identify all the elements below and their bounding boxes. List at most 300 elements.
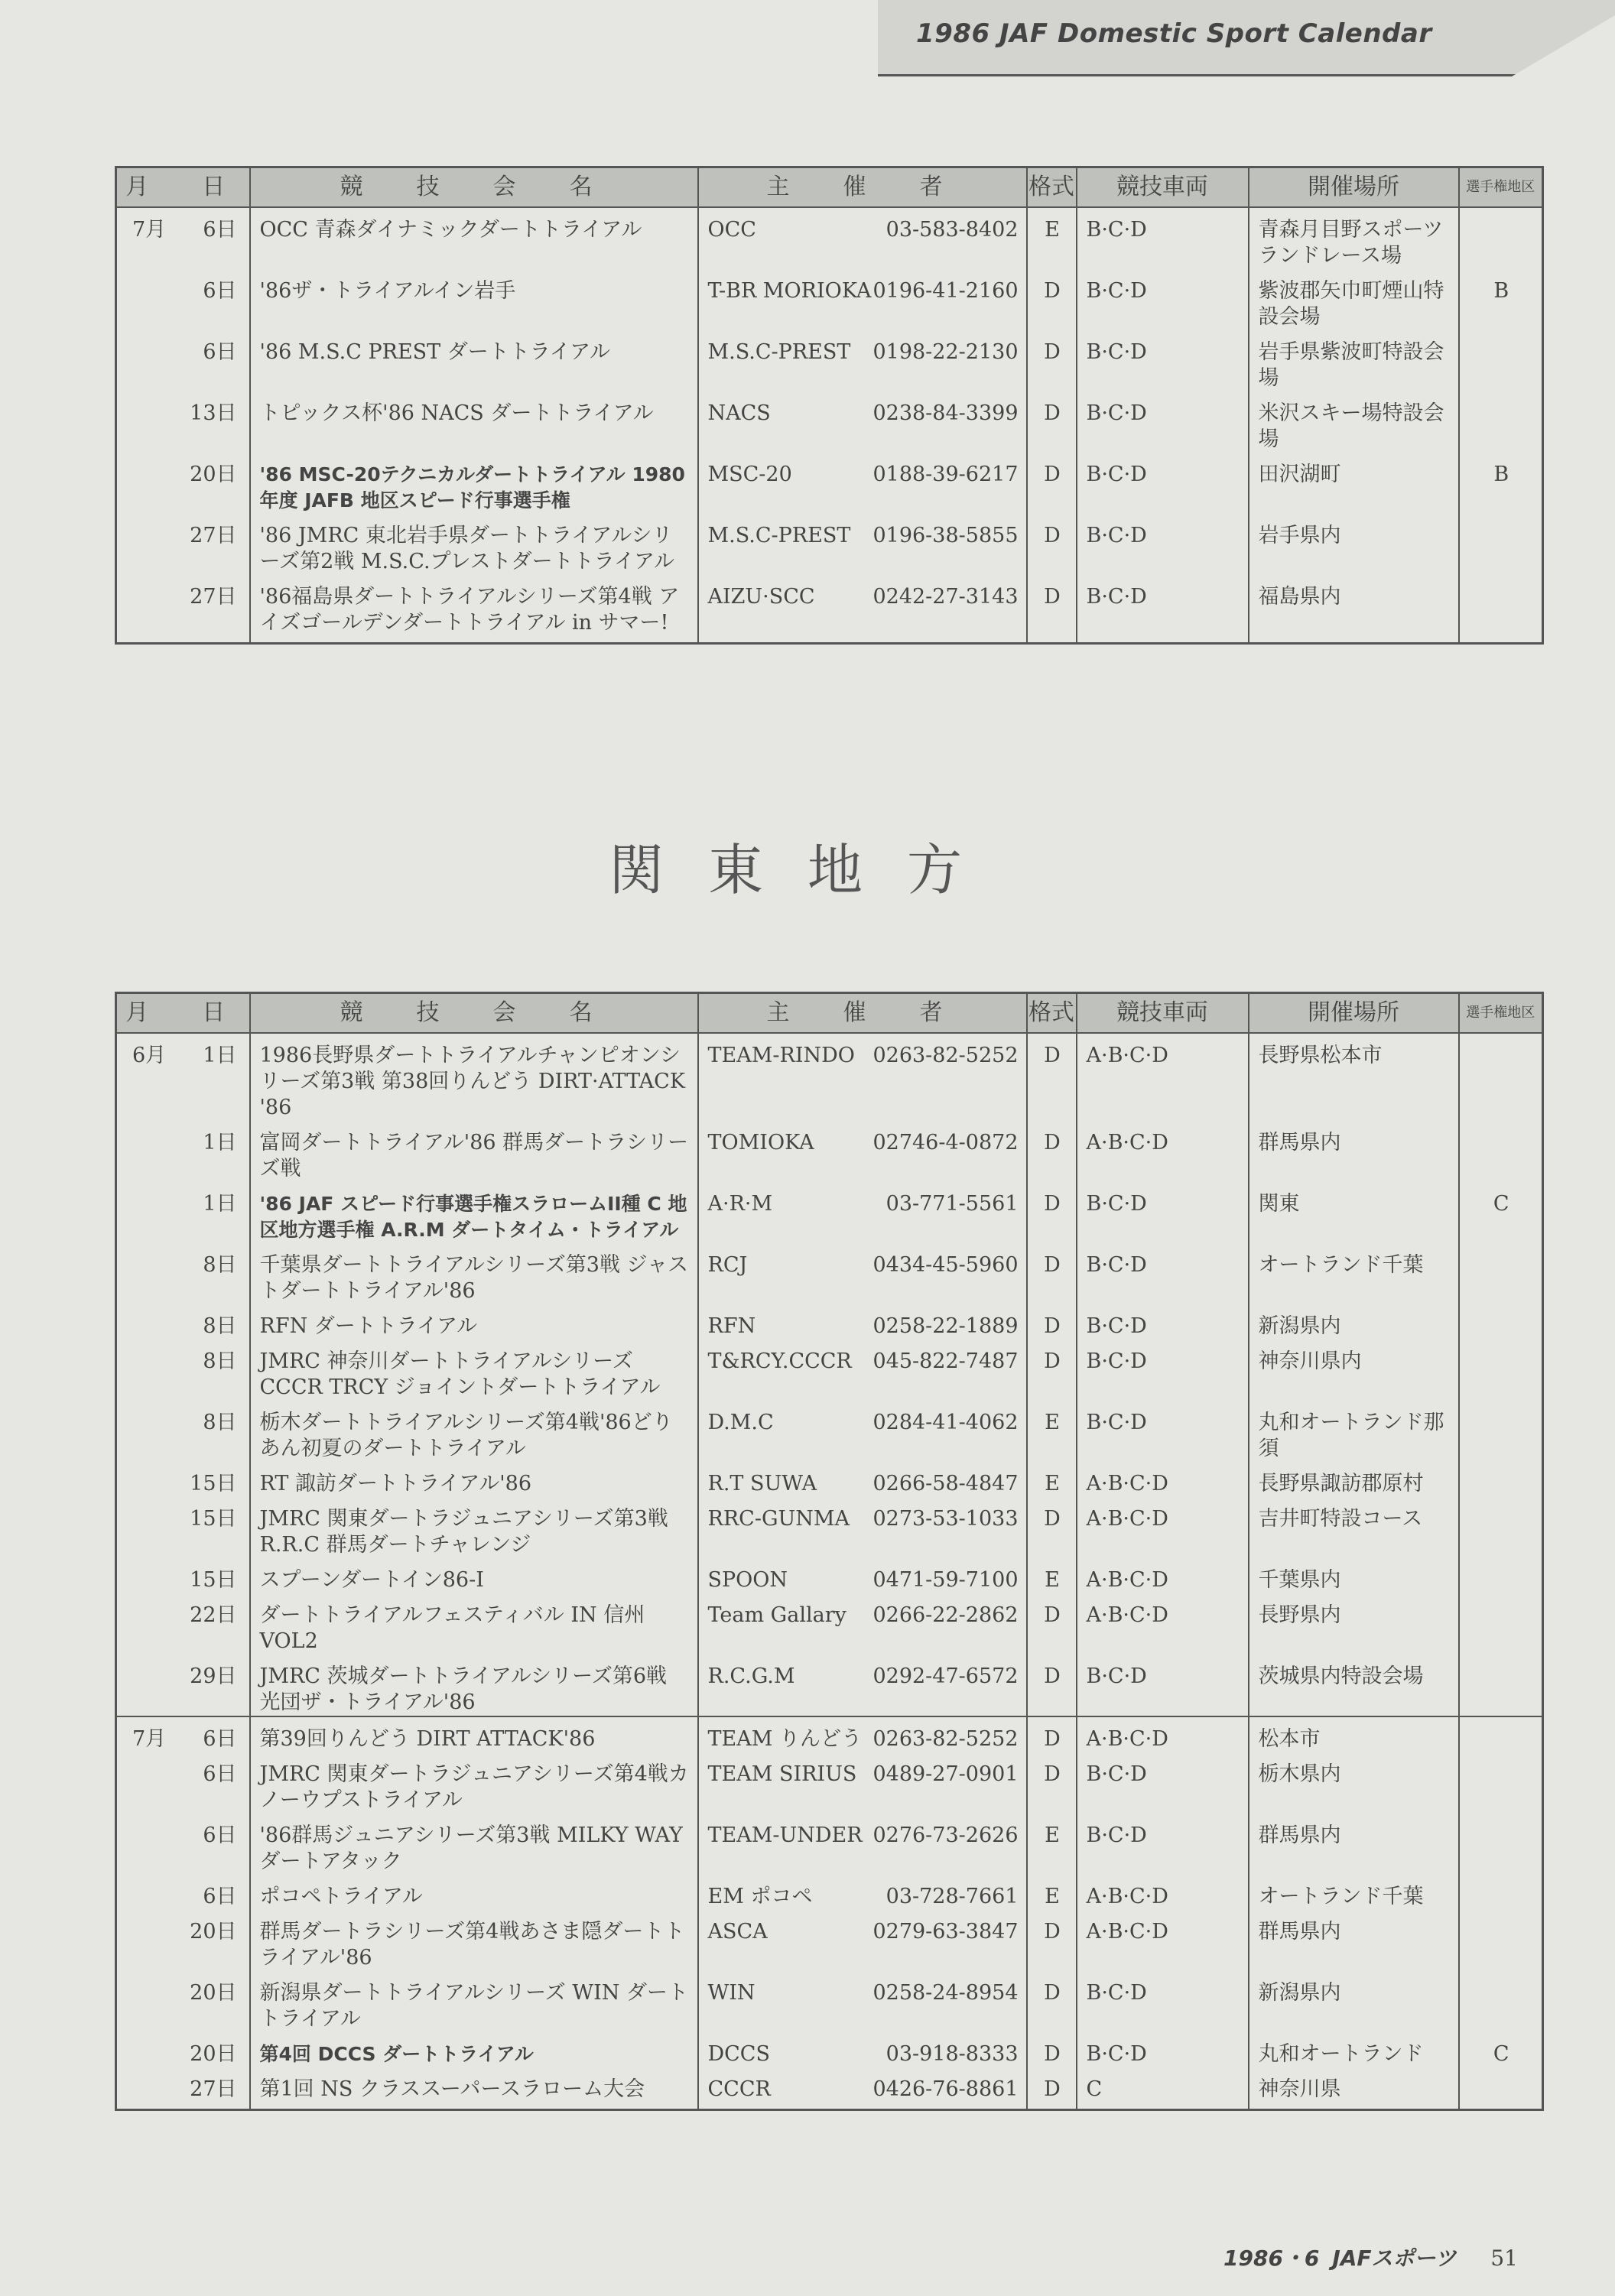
organizer-phone: 0196-41-2160 [872,279,1019,303]
date-cell [116,1497,250,1558]
day: 6日 [203,1727,237,1751]
date-cell [116,2032,250,2067]
table-row [116,1593,1543,1655]
championship-region: B [1459,453,1543,514]
organizer-cell [698,514,1027,575]
championship-region [1459,1401,1543,1462]
grade: E [1027,1875,1077,1910]
vehicle-classes: B·C·D [1077,1304,1249,1340]
grade: D [1027,1752,1077,1814]
organizer-phone: 0258-24-8954 [872,1981,1019,2005]
date-cell [116,1182,250,1243]
organizer-name: MSC-20 [707,463,792,486]
grade: D [1027,575,1077,636]
organizer-cell [698,1340,1027,1401]
event-name: '86 MSC-20テクニカルダートトライアル 1980年度 JAFB 地区スピード行事選手権 [250,453,698,514]
day: 6日 [203,279,237,303]
table-row [116,1340,1543,1401]
column-header: 開催場所 [1249,993,1459,1034]
event-name: JMRC 茨城ダートトライアルシリーズ第6戦 光団ザ・トライアル'86 [250,1655,698,1716]
day: 15日 [190,1507,237,1531]
event-name: '86ザ・トライアルイン岩手 [250,269,698,330]
vehicle-classes: A·B·C·D [1077,1910,1249,1971]
organizer-name: ASCA [707,1920,768,1944]
organizer-phone: 03-728-7661 [885,1885,1019,1908]
grade: D [1027,269,1077,330]
grade: D [1027,330,1077,391]
table-row [116,1497,1543,1558]
table-row [116,1558,1543,1593]
day: 22日 [190,1603,237,1627]
grade: E [1027,1814,1077,1875]
vehicle-classes: B·C·D [1077,575,1249,636]
column-header: 格式 [1027,167,1077,208]
date-cell [116,1121,250,1182]
event-name: ダートトライアルフェスティバル IN 信州 VOL2 [250,1593,698,1655]
month: 7月 [132,1727,167,1751]
championship-region [1459,1971,1543,2032]
event-name: JMRC 神奈川ダートトライアルシリーズ CCCR TRCY ジョイントダートトライアル [250,1340,698,1401]
event-name: '86 JMRC 東北岩手県ダートトライアルシリーズ第2戦 M.S.C.プレストダートトライアル [250,514,698,575]
organizer-phone: 03-771-5561 [885,1192,1019,1216]
venue: 福島県内 [1249,575,1459,636]
organizer-phone: 0266-22-2862 [872,1603,1019,1627]
vehicle-classes: B·C·D [1077,1971,1249,2032]
day: 6日 [203,1885,237,1908]
organizer-phone: 0273-53-1033 [872,1507,1019,1531]
vehicle-classes: A·B·C·D [1077,1033,1249,1121]
organizer-cell [698,1875,1027,1910]
venue: 長野県諏訪郡原村 [1249,1462,1459,1497]
venue: オートランド千葉 [1249,1875,1459,1910]
page-header-title: 1986 JAF Domestic Sport Calendar [916,18,1432,49]
column-header: 格式 [1027,993,1077,1034]
championship-region [1459,1716,1543,1752]
organizer-name: TEAM-RINDO [707,1044,855,1067]
organizer-phone: 0284-41-4062 [872,1411,1019,1434]
date-cell [116,453,250,514]
event-name: 1986長野県ダートトライアルチャンピオンシリーズ第3戦 第38回りんどう DIRT·ATTACK '86 [250,1033,698,1121]
vehicle-classes: B·C·D [1077,1752,1249,1814]
organizer-name: D.M.C [707,1411,774,1434]
date-cell [116,269,250,330]
organizer-cell [698,269,1027,330]
date-cell [116,1655,250,1716]
table-row [116,514,1543,575]
vehicle-classes: B·C·D [1077,1655,1249,1716]
column-header: 競 技 会 名 [250,167,698,208]
organizer-cell [698,1401,1027,1462]
table-row [116,2067,1543,2103]
venue: 茨城県内特設会場 [1249,1655,1459,1716]
date-cell [116,207,250,269]
venue: 関東 [1249,1182,1459,1243]
vehicle-classes: B·C·D [1077,269,1249,330]
venue: 神奈川県 [1249,2067,1459,2103]
date-cell [116,1875,250,1910]
event-name: 群馬ダートラシリーズ第4戦あさま隠ダートトライアル'86 [250,1910,698,1971]
organizer-phone: 0198-22-2130 [872,340,1019,364]
grade: D [1027,391,1077,453]
organizer-phone: 03-918-8333 [885,2042,1019,2066]
organizer-cell [698,1304,1027,1340]
venue: 群馬県内 [1249,1910,1459,1971]
organizer-cell [698,1462,1027,1497]
venue: 新潟県内 [1249,1971,1459,2032]
table-bottom-padding [116,636,1543,644]
venue: 田沢湖町 [1249,453,1459,514]
page-footer [1223,2242,1518,2272]
organizer-cell [698,330,1027,391]
organizer-cell [698,453,1027,514]
championship-region [1459,1243,1543,1304]
section-title-kanto: 関東地方 [608,838,1006,902]
event-name: 富岡ダートトライアル'86 群馬ダートラシリーズ戦 [250,1121,698,1182]
championship-region [1459,2067,1543,2103]
championship-region [1459,1910,1543,1971]
date-cell [116,1033,250,1121]
table-row [116,453,1543,514]
organizer-phone: 0188-39-6217 [872,463,1019,486]
championship-region [1459,1462,1543,1497]
venue: 吉井町特設コース [1249,1497,1459,1558]
table-row [116,1033,1543,1121]
date-cell [116,1971,250,2032]
grade: D [1027,1121,1077,1182]
date-cell [116,391,250,453]
table-row [116,1910,1543,1971]
organizer-name: CCCR [707,2077,771,2101]
championship-region [1459,1121,1543,1182]
championship-region [1459,207,1543,269]
organizer-phone: 0489-27-0901 [872,1762,1019,1786]
organizer-name: R.T SUWA [707,1472,817,1495]
organizer-name: Team Gallary [707,1603,846,1627]
organizer-cell [698,1655,1027,1716]
event-name: トピックス杯'86 NACS ダートトライアル [250,391,698,453]
event-name: 栃木ダートトライアルシリーズ第4戦'86どりあん初夏のダートトライアル [250,1401,698,1462]
organizer-name: R.C.G.M [707,1664,795,1688]
vehicle-classes: A·B·C·D [1077,1593,1249,1655]
column-header: 選手権地区 [1459,167,1543,208]
event-name: JMRC 関東ダートラジュニアシリーズ第3戦 R.R.C 群馬ダートチャレンジ [250,1497,698,1558]
date-cell [116,1716,250,1752]
organizer-name: AIZU·SCC [707,585,815,609]
championship-region [1459,1875,1543,1910]
vehicle-classes: A·B·C·D [1077,1121,1249,1182]
column-header: 競技車両 [1077,167,1249,208]
championship-region [1459,1593,1543,1655]
day: 27日 [190,524,237,547]
organizer-name: DCCS [707,2042,770,2066]
organizer-name: TEAM-UNDER [707,1823,863,1847]
grade: D [1027,1304,1077,1340]
organizer-cell [698,2032,1027,2067]
venue: 千葉県内 [1249,1558,1459,1593]
vehicle-classes: B·C·D [1077,2032,1249,2067]
day: 27日 [190,2077,237,2101]
organizer-cell [698,1033,1027,1121]
organizer-name: WIN [707,1981,756,2005]
organizer-name: RFN [707,1314,756,1338]
table-row [116,207,1543,269]
venue: 長野県内 [1249,1593,1459,1655]
date-cell [116,514,250,575]
date-cell [116,1243,250,1304]
column-header: 開催場所 [1249,167,1459,208]
venue: 松本市 [1249,1716,1459,1752]
venue: 長野県松本市 [1249,1033,1459,1121]
event-name: OCC 青森ダイナミックダートトライアル [250,207,698,269]
vehicle-classes: B·C·D [1077,1182,1249,1243]
organizer-cell [698,1243,1027,1304]
organizer-cell [698,1497,1027,1558]
grade: D [1027,514,1077,575]
date-cell [116,1814,250,1875]
vehicle-classes: B·C·D [1077,453,1249,514]
event-name: ポコペトライアル [250,1875,698,1910]
organizer-cell [698,1716,1027,1752]
event-name: 千葉県ダートトライアルシリーズ第3戦 ジャストダートトライアル'86 [250,1243,698,1304]
day: 13日 [190,401,237,425]
table-row [116,1752,1543,1814]
event-name: '86福島県ダートトライアルシリーズ第4戦 アイズゴールデンダートトライアル in サマー! [250,575,698,636]
organizer-phone: 0238-84-3399 [872,401,1019,425]
grade: D [1027,2032,1077,2067]
date-cell [116,1752,250,1814]
organizer-phone: 0279-63-3847 [872,1920,1019,1944]
table-row [116,1971,1543,2032]
vehicle-classes: A·B·C·D [1077,1558,1249,1593]
footer-magazine: JAFスポーツ [1332,2246,1457,2271]
vehicle-classes: B·C·D [1077,330,1249,391]
organizer-name: TEAM りんどう [707,1727,862,1751]
championship-region [1459,1655,1543,1716]
vehicle-classes: B·C·D [1077,207,1249,269]
table-row [116,269,1543,330]
date-cell [116,1401,250,1462]
vehicle-classes: B·C·D [1077,1340,1249,1401]
venue: 新潟県内 [1249,1304,1459,1340]
vehicle-classes: A·B·C·D [1077,1716,1249,1752]
organizer-cell [698,2067,1027,2103]
organizer-name: SPOON [707,1568,788,1592]
organizer-cell [698,391,1027,453]
venue: 群馬県内 [1249,1814,1459,1875]
grade: D [1027,2067,1077,2103]
organizer-name: RRC-GUNMA [707,1507,850,1531]
venue: 丸和オートランド [1249,2032,1459,2067]
organizer-cell [698,207,1027,269]
grade: D [1027,1340,1077,1401]
championship-region [1459,1558,1543,1593]
month: 6月 [132,1044,167,1067]
day: 8日 [203,1349,237,1373]
column-header: 選手権地区 [1459,993,1543,1034]
venue: 群馬県内 [1249,1121,1459,1182]
venue: オートランド千葉 [1249,1243,1459,1304]
footer-page-number: 51 [1490,2246,1518,2271]
organizer-phone: 02746-4-0872 [872,1131,1019,1154]
organizer-cell [698,575,1027,636]
vehicle-classes: B·C·D [1077,1814,1249,1875]
day: 8日 [203,1411,237,1434]
date-cell [116,1462,250,1497]
organizer-phone: 0242-27-3143 [872,585,1019,609]
date-cell [116,575,250,636]
championship-region [1459,1340,1543,1401]
table-bottom-padding [116,2103,1543,2110]
day: 1日 [203,1192,237,1216]
organizer-name: A·R·M [707,1192,773,1216]
day: 1日 [203,1131,237,1154]
column-header: 主 催 者 [698,993,1027,1034]
organizer-name: T&RCY.CCCR [707,1349,852,1373]
date-cell [116,330,250,391]
grade: E [1027,1401,1077,1462]
organizer-name: M.S.C-PREST [707,524,851,547]
vehicle-classes: B·C·D [1077,1401,1249,1462]
organizer-name: M.S.C-PREST [707,340,851,364]
event-name: 新潟県ダートトライアルシリーズ WIN ダートトライアル [250,1971,698,2032]
month: 7月 [132,218,167,242]
venue: 丸和オートランド那須 [1249,1401,1459,1462]
organizer-phone: 0471-59-7100 [872,1568,1019,1592]
date-cell [116,1340,250,1401]
grade: D [1027,1033,1077,1121]
vehicle-classes: A·B·C·D [1077,1875,1249,1910]
championship-region [1459,1814,1543,1875]
date-cell [116,1910,250,1971]
date-cell [116,1304,250,1340]
table-row [116,1462,1543,1497]
venue: 神奈川県内 [1249,1340,1459,1401]
day: 29日 [190,1664,237,1688]
calendar-table-kanto [115,992,1544,2111]
championship-region [1459,330,1543,391]
vehicle-classes: A·B·C·D [1077,1497,1249,1558]
table-row [116,330,1543,391]
championship-region: C [1459,2032,1543,2067]
organizer-phone: 0292-47-6572 [872,1664,1019,1688]
vehicle-classes: C [1077,2067,1249,2103]
grade: D [1027,1497,1077,1558]
day: 6日 [203,1762,237,1786]
table-row [116,1121,1543,1182]
event-name: RT 諏訪ダートトライアル'86 [250,1462,698,1497]
championship-region: C [1459,1182,1543,1243]
championship-region [1459,514,1543,575]
day: 6日 [203,340,237,364]
column-header: 月 日 [116,167,250,208]
grade: E [1027,207,1077,269]
venue: 岩手県内 [1249,514,1459,575]
grade: E [1027,1462,1077,1497]
event-name: JMRC 関東ダートラジュニアシリーズ第4戦カノーウプストライアル [250,1752,698,1814]
venue: 紫波郡矢巾町煙山特設会場 [1249,269,1459,330]
calendar-table-tohoku [115,166,1544,645]
date-cell [116,1558,250,1593]
column-header: 主 催 者 [698,167,1027,208]
table-row [116,1401,1543,1462]
table-row [116,575,1543,636]
vehicle-classes: B·C·D [1077,1243,1249,1304]
venue: 岩手県紫波町特設会場 [1249,330,1459,391]
organizer-phone: 045-822-7487 [872,1349,1019,1373]
organizer-cell [698,1593,1027,1655]
day: 20日 [190,463,237,486]
championship-region [1459,1752,1543,1814]
table-row [116,1716,1543,1752]
organizer-cell [698,1752,1027,1814]
organizer-phone: 0434-45-5960 [872,1253,1019,1277]
grade: D [1027,1910,1077,1971]
event-name: 第4回 DCCS ダートトライアル [250,2032,698,2067]
column-header: 月 日 [116,993,250,1034]
organizer-phone: 0263-82-5252 [872,1044,1019,1067]
championship-region: B [1459,269,1543,330]
footer-issue: 1986・6 [1223,2246,1320,2271]
event-name: RFN ダートトライアル [250,1304,698,1340]
day: 15日 [190,1472,237,1495]
organizer-name: RCJ [707,1253,748,1277]
organizer-cell [698,1121,1027,1182]
venue: 栃木県内 [1249,1752,1459,1814]
grade: E [1027,1558,1077,1593]
organizer-cell [698,1971,1027,2032]
column-header: 競技車両 [1077,993,1249,1034]
organizer-name: OCC [707,218,756,242]
organizer-cell [698,1182,1027,1243]
table-row [116,391,1543,453]
organizer-phone: 0263-82-5252 [872,1727,1019,1751]
event-name: '86群馬ジュニアシリーズ第3戦 MILKY WAY ダートアタック [250,1814,698,1875]
day: 20日 [190,1920,237,1944]
day: 20日 [190,2042,237,2066]
event-name: 第1回 NS クラススーパースラローム大会 [250,2067,698,2103]
organizer-phone: 0258-22-1889 [872,1314,1019,1338]
vehicle-classes: A·B·C·D [1077,1462,1249,1497]
organizer-name: T-BR MORIOKA [707,279,872,303]
vehicle-classes: B·C·D [1077,514,1249,575]
day: 6日 [203,218,237,242]
event-name: 第39回りんどう DIRT ATTACK'86 [250,1716,698,1752]
table-row [116,1875,1543,1910]
organizer-name: TEAM SIRIUS [707,1762,857,1786]
championship-region [1459,1033,1543,1121]
organizer-name: NACS [707,401,771,425]
event-name: '86 JAF スピード行事選手権スラロームII種 C 地区地方選手権 A.R.M ダートタイム・トライアル [250,1182,698,1243]
organizer-phone: 0266-58-4847 [872,1472,1019,1495]
day: 15日 [190,1568,237,1592]
grade: D [1027,1971,1077,2032]
grade: D [1027,1182,1077,1243]
organizer-name: TOMIOKA [707,1131,814,1154]
table-row [116,1243,1543,1304]
championship-region [1459,391,1543,453]
organizer-name: EM ポコペ [707,1885,813,1908]
column-header: 競 技 会 名 [250,993,698,1034]
organizer-cell [698,1558,1027,1593]
day: 27日 [190,585,237,609]
grade: D [1027,1655,1077,1716]
championship-region [1459,1497,1543,1558]
table-row [116,2032,1543,2067]
day: 6日 [203,1823,237,1847]
venue: 青森月目野スポーツランドレース場 [1249,207,1459,269]
organizer-phone: 0196-38-5855 [872,524,1019,547]
grade: D [1027,1243,1077,1304]
